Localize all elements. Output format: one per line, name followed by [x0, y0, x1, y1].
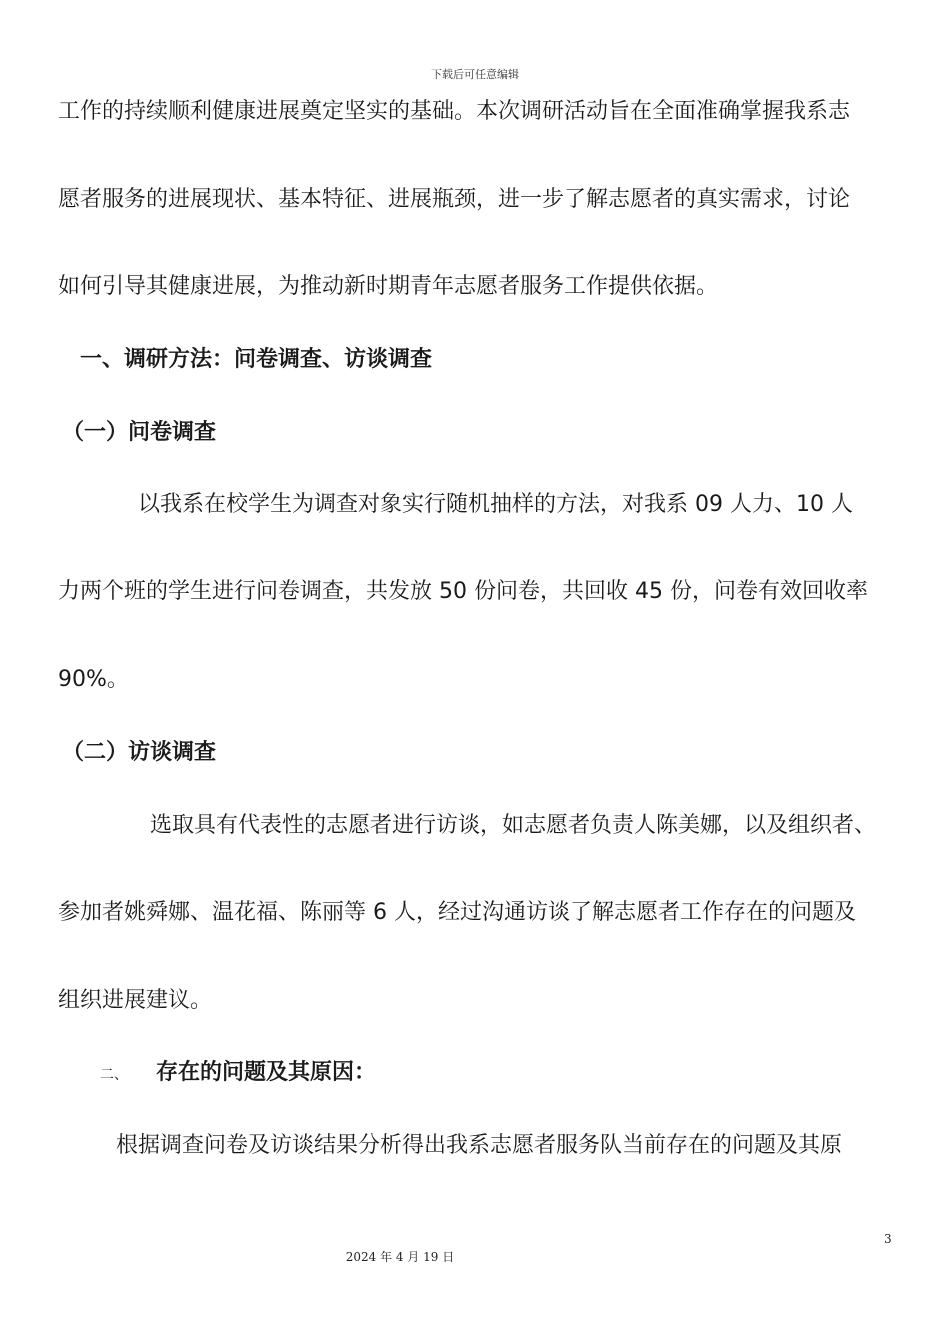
- subsection-heading-questionnaire: （一）问卷调查: [62, 420, 217, 445]
- paragraph-line: 90%。: [58, 667, 129, 692]
- paragraph-line: 选取具有代表性的志愿者进行访谈，如志愿者负责人陈美娜，以及组织者、: [150, 813, 877, 838]
- section-heading-methods: 一、调研方法：问卷调查、访谈调查: [80, 347, 433, 372]
- paragraph-line: 参加者姚舜娜、温花福、陈丽等 6 人，经过沟通访谈了解志愿者工作存在的问题及: [58, 900, 856, 925]
- subsection-heading-interview: （二）访谈调查: [62, 740, 217, 765]
- footer-date: 2024 年 4 月 19 日: [345, 1250, 455, 1264]
- paragraph-line: 工作的持续顺利健康进展奠定坚实的基础。本次调研活动旨在全面准确掌握我系志: [58, 99, 851, 124]
- page-header-note: 下载后可任意编辑: [431, 68, 519, 81]
- paragraph-line: 以我系在校学生为调查对象实行随机抽样的方法，对我系 09 人力、10 人: [138, 492, 853, 517]
- paragraph-line: 根据调查问卷及访谈结果分析得出我系志愿者服务队当前存在的问题及其原: [116, 1133, 843, 1158]
- paragraph-line: 愿者服务的进展现状、基本特征、进展瓶颈，进一步了解志愿者的真实需求，讨论: [58, 187, 851, 212]
- page-number: 3: [884, 1232, 892, 1246]
- section-heading-text: 存在的问题及其原因：: [156, 1060, 377, 1085]
- paragraph-line: 组织进展建议。: [58, 988, 213, 1013]
- section-number-marker: 二、: [100, 1067, 128, 1083]
- section-heading-problems: [100, 1059, 950, 1089]
- paragraph-line: 力两个班的学生进行问卷调查，共发放 50 份问卷，共回收 45 份，问卷有效回收率: [58, 579, 868, 604]
- paragraph-line: 如何引导其健康进展，为推动新时期青年志愿者服务工作提供依据。: [58, 274, 719, 299]
